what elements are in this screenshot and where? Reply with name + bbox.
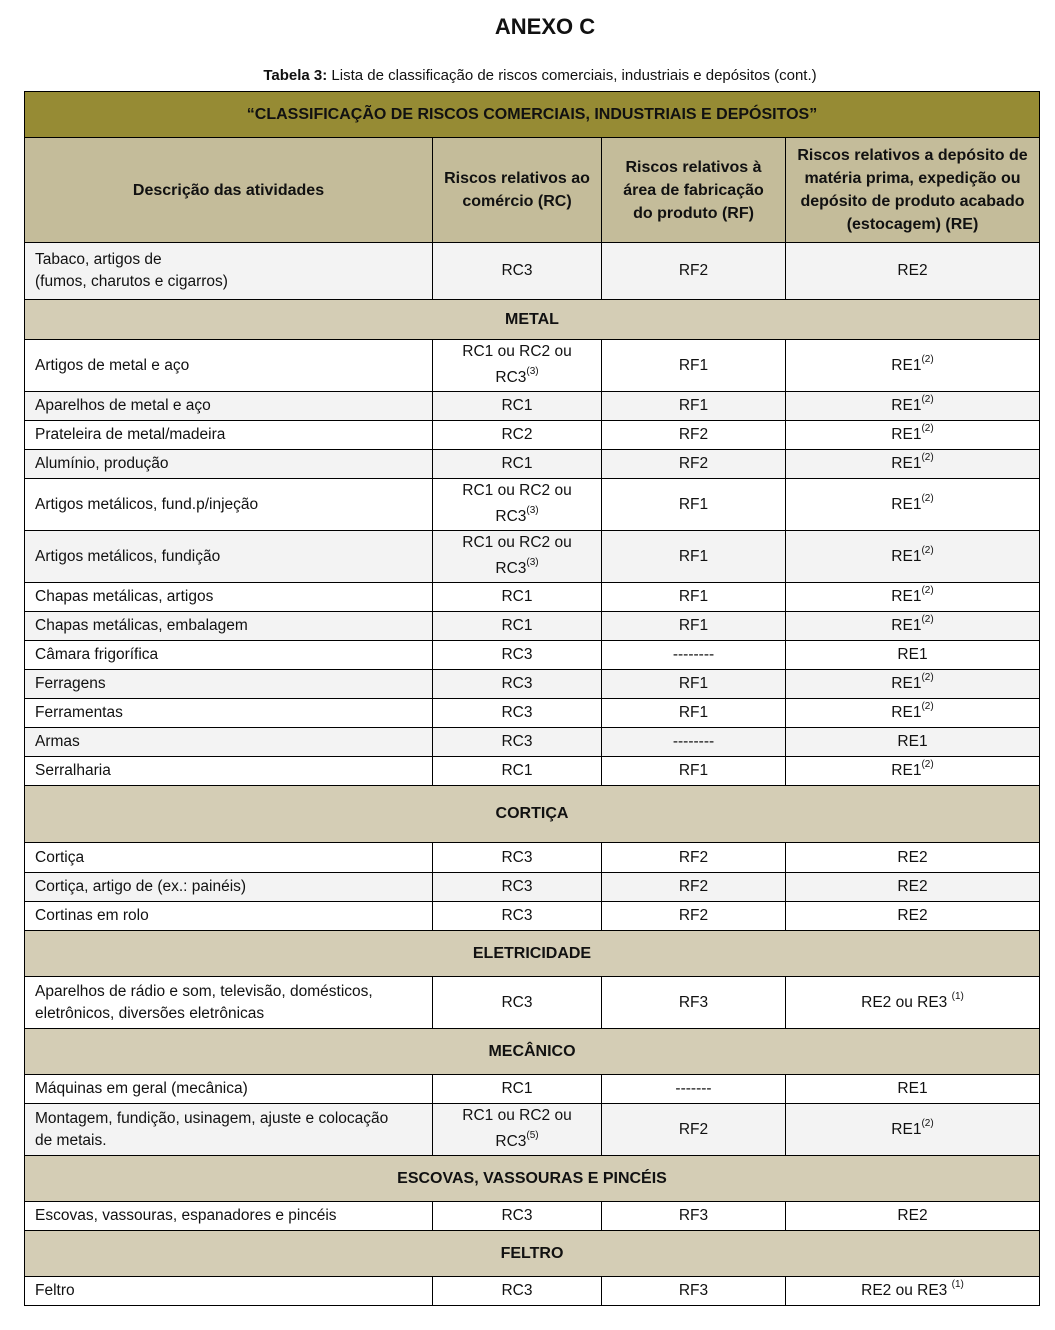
activity-description-cell [25,421,433,450]
activity-description-cell [25,450,433,479]
activity-description-cell [25,670,433,699]
rc-value: RC3 [501,675,533,692]
rf-value: RF2 [678,1120,709,1138]
rc-value-cell [433,977,602,1029]
activity-description: Feltro [35,1282,75,1299]
rc-value: RC1 ou RC2 ou RC3 [462,534,572,578]
re-value: RE1 [897,1080,928,1097]
activity-description-cell [25,1075,433,1104]
rf-value: -------- [672,646,715,663]
section-header-row [25,1231,1040,1277]
rf-value-cell [602,612,786,641]
re-value-footnote-ref: (2) [921,614,934,626]
table-row [25,873,1040,902]
activity-description-cell [25,1104,433,1156]
rc-value: RC1 ou RC2 ou RC3 [462,343,572,387]
re-value-cell [786,243,1040,300]
risk-classification-table [24,91,1040,1306]
re-value-footnote-ref: (2) [921,759,934,771]
activity-description: Cortinas em rolo [35,907,149,924]
re-value-footnote-ref: (2) [921,1117,934,1129]
column-header-re: Riscos relativos a depósito de matéria prima, expedição ou depósito de produto acabado (estocagem) (RE) [786,138,1040,243]
re-value-footnote-ref: (2) [921,585,934,597]
rf-value-cell [602,583,786,612]
rf-value-cell [602,1075,786,1104]
re-value-cell [786,1075,1040,1104]
table-row [25,1075,1040,1104]
rc-value-cell [433,421,602,450]
rf-value: RF1 [678,397,709,414]
rf-value-cell [602,977,786,1029]
re-value-cell [786,670,1040,699]
rf-value: RF1 [678,547,709,565]
re-value: RE1 [891,426,922,444]
table-row [25,977,1040,1029]
activity-description: Aparelhos de rádio e som, televisão, domésticos, eletrônicos, diversões eletrônicas [35,982,373,1022]
activity-description: Tabaco, artigos de (fumos, charutos e cigarros) [35,251,228,290]
rc-value: RC3 [501,907,533,924]
re-value-cell [786,873,1040,902]
re-value: RE1 [897,733,928,750]
re-value: RE1 [891,496,922,514]
rc-value-footnote-ref: (3) [526,505,539,517]
rf-value: RF1 [678,704,709,721]
rf-value: -------- [672,733,715,750]
re-value-cell [786,641,1040,670]
rf-value-cell [602,450,786,479]
column-header-row [25,138,1040,243]
rc-value: RC3 [501,733,533,750]
activity-description-cell [25,531,433,583]
rc-value-cell [433,902,602,931]
section-header-row [25,1029,1040,1075]
table-title: “CLASSIFICAÇÃO DE RISCOS COMERCIAIS, INDUSTRIAIS E DEPÓSITOS” [25,92,1040,138]
activity-description-cell [25,340,433,392]
re-value-footnote-ref: (2) [921,452,934,464]
activity-description: Câmara frigorífica [35,646,159,663]
re-value: RE1 [891,762,922,780]
re-value-cell [786,1277,1040,1306]
activity-description: Cortiça [35,848,85,866]
caption-text: Lista de classificação de riscos comerciais, industriais e depósitos (cont.) [327,67,817,84]
activity-description: Ferramentas [35,704,123,721]
activity-description: Escovas, vassouras, espanadores e pincéis [35,1207,337,1224]
rf-value-cell [602,392,786,421]
rf-value-cell [602,243,786,300]
re-value: RE1 [891,455,922,473]
rf-value: RF2 [678,455,709,472]
re-value-cell [786,531,1040,583]
rc-value-cell [433,612,602,641]
rf-value: RF1 [678,495,709,513]
re-value-footnote-ref: (2) [921,423,934,435]
rf-value: RF3 [678,1282,709,1299]
table-caption [0,67,1055,84]
table-row [25,670,1040,699]
annex-title: ANEXO C [494,14,596,39]
activity-description: Cortiça, artigo de (ex.: painéis) [35,878,247,895]
rc-value: RC3 [501,1207,533,1224]
activity-description-cell [25,977,433,1029]
rf-value-cell [602,340,786,392]
re-value-cell [786,479,1040,531]
column-header-description: Descrição das atividades [25,138,433,243]
rc-value: RC1 [501,588,533,605]
rf-value: RF1 [678,588,709,605]
re-value: RE2 [897,848,928,866]
caption-label: Tabela 3: [263,67,328,84]
activity-description-cell [25,843,433,873]
re-value-footnote-ref: (2) [921,394,934,406]
rf-value: RF2 [678,426,709,443]
section-header-row [25,786,1040,843]
table-row [25,340,1040,392]
re-value-cell [786,843,1040,873]
re-value: RE1 [891,548,922,566]
rc-value-cell [433,531,602,583]
table-row [25,1104,1040,1156]
re-value-footnote-ref: (2) [921,492,934,504]
rc-value-cell [433,699,602,728]
re-value-cell [786,421,1040,450]
re-value-cell [786,757,1040,786]
section-label: ESCOVAS, VASSOURAS E PINCÉIS [25,1156,1040,1202]
rc-value: RC3 [501,848,533,866]
rf-value: RF1 [678,617,709,634]
table-row [25,479,1040,531]
activity-description: Máquinas em geral (mecânica) [35,1080,248,1097]
section-label: MECÂNICO [25,1029,1040,1075]
rc-value: RC3 [501,1282,533,1299]
activity-description-cell [25,392,433,421]
rf-value-cell [602,902,786,931]
rc-value: RC1 ou RC2 ou RC3 [462,1107,572,1151]
rf-value: RF1 [678,675,709,692]
re-value: RE1 [891,704,922,722]
activity-description-cell [25,902,433,931]
rc-value-cell [433,1202,602,1231]
re-value-footnote-ref: (1) [951,1279,964,1291]
table-row [25,450,1040,479]
rc-value-cell [433,1075,602,1104]
rc-value-cell [433,1277,602,1306]
rc-value-cell [433,392,602,421]
table-row [25,902,1040,931]
re-value-footnote-ref: (2) [921,701,934,713]
activity-description-cell [25,583,433,612]
activity-description-cell [25,641,433,670]
activity-description: Alumínio, produção [35,455,169,472]
rc-value-cell [433,843,602,873]
column-header-rf: Riscos relativos à área de fabricação do produto (RF) [602,138,786,243]
re-value: RE1 [891,675,922,693]
rc-value: RC1 [501,1080,533,1097]
rc-value-cell [433,243,602,300]
re-value: RE2 [897,262,928,279]
rc-value: RC3 [501,704,533,721]
activity-description: Artigos de metal e aço [35,356,190,374]
re-value: RE1 [891,588,922,606]
rf-value-cell [602,873,786,902]
re-value-cell [786,450,1040,479]
section-label: METAL [25,300,1040,340]
rf-value-cell [602,843,786,873]
re-value-cell [786,1104,1040,1156]
rc-value-footnote-ref: (3) [526,557,539,569]
activity-description: Chapas metálicas, artigos [35,588,214,605]
rf-value-cell [602,421,786,450]
rf-value-cell [602,728,786,757]
re-value-footnote-ref: (2) [921,672,934,684]
rf-value-cell [602,1202,786,1231]
rf-value-cell [602,757,786,786]
re-value-footnote-ref: (1) [951,990,964,1002]
activity-description: Montagem, fundição, usinagem, ajuste e colocação de metais. [35,1109,389,1149]
table-row [25,843,1040,873]
activity-description: Serralharia [35,762,111,779]
rf-value-cell [602,1277,786,1306]
rc-value-footnote-ref: (3) [526,366,539,378]
table-row [25,699,1040,728]
rf-value-cell [602,531,786,583]
rc-value-cell [433,873,602,902]
table-row [25,531,1040,583]
rc-value-cell [433,1104,602,1156]
rc-value-cell [433,641,602,670]
table-row [25,583,1040,612]
rc-value: RC2 [501,426,533,443]
re-value: RE1 [891,617,922,635]
re-value: RE1 [891,397,922,415]
re-value: RE2 [897,1207,928,1224]
re-value-cell [786,340,1040,392]
activity-description-cell [25,873,433,902]
table-row [25,612,1040,641]
re-value-cell [786,699,1040,728]
activity-description: Ferragens [35,675,106,692]
table-row [25,728,1040,757]
activity-description: Armas [35,733,80,750]
rc-value: RC3 [501,993,533,1011]
re-value-cell [786,728,1040,757]
activity-description-cell [25,243,433,300]
activity-description: Artigos metálicos, fundição [35,547,221,565]
rf-value-cell [602,479,786,531]
re-value-cell [786,977,1040,1029]
activity-description-cell [25,757,433,786]
table-row [25,392,1040,421]
re-value: RE2 ou RE3 [861,1282,952,1300]
rf-value-cell [602,699,786,728]
rf-value: RF2 [678,907,709,924]
table-row [25,243,1040,300]
table-row [25,421,1040,450]
section-label: ELETRICIDADE [25,931,1040,977]
activity-description: Chapas metálicas, embalagem [35,617,248,634]
rc-value-cell [433,450,602,479]
re-value: RE1 [897,646,928,663]
rf-value-cell [602,641,786,670]
table-title-row [25,92,1040,138]
re-value-footnote-ref: (2) [921,353,934,365]
rc-value-cell [433,757,602,786]
re-value: RE1 [891,357,922,375]
activity-description: Prateleira de metal/madeira [35,426,226,443]
re-value: RE1 [891,1121,922,1139]
section-label: FELTRO [25,1231,1040,1277]
rc-value: RC1 ou RC2 ou RC3 [462,482,572,526]
rf-value: RF1 [678,356,709,374]
re-value: RE2 [897,878,928,895]
rf-value: RF1 [678,762,709,779]
rc-value-cell [433,583,602,612]
rc-value-footnote-ref: (5) [526,1130,539,1142]
rc-value-cell [433,479,602,531]
table-row [25,1202,1040,1231]
re-value: RE2 ou RE3 [861,994,952,1012]
activity-description: Artigos metálicos, fund.p/injeção [35,495,259,513]
activity-description: Aparelhos de metal e aço [35,397,211,414]
activity-description-cell [25,612,433,641]
rc-value: RC1 [501,397,533,414]
re-value-cell [786,583,1040,612]
rc-value-cell [433,670,602,699]
rc-value-cell [433,340,602,392]
rf-value: RF3 [678,993,709,1011]
rf-value-cell [602,670,786,699]
rc-value: RC3 [501,262,533,279]
re-value-cell [786,902,1040,931]
rf-value: RF2 [678,878,709,895]
section-header-row [25,1156,1040,1202]
rf-value: RF3 [678,1207,709,1224]
section-header-row [25,300,1040,340]
rc-value: RC3 [501,878,533,895]
activity-description-cell [25,728,433,757]
column-header-rc: Riscos relativos ao comércio (RC) [433,138,602,243]
rf-value-cell [602,1104,786,1156]
table-row [25,641,1040,670]
re-value-footnote-ref: (2) [921,544,934,556]
rc-value-cell [433,728,602,757]
rf-value: RF2 [678,262,709,279]
re-value-cell [786,392,1040,421]
rf-value: RF2 [678,848,709,866]
table-row [25,757,1040,786]
activity-description-cell [25,479,433,531]
table-row [25,1277,1040,1306]
re-value: RE2 [897,907,928,924]
rc-value: RC1 [501,617,533,634]
rc-value: RC3 [501,646,533,663]
rc-value: RC1 [501,455,533,472]
re-value-cell [786,612,1040,641]
section-label: CORTIÇA [25,786,1040,843]
activity-description-cell [25,1202,433,1231]
activity-description-cell [25,699,433,728]
re-value-cell [786,1202,1040,1231]
rc-value: RC1 [501,762,533,779]
rf-value: ------- [675,1080,712,1097]
section-header-row [25,931,1040,977]
activity-description-cell [25,1277,433,1306]
